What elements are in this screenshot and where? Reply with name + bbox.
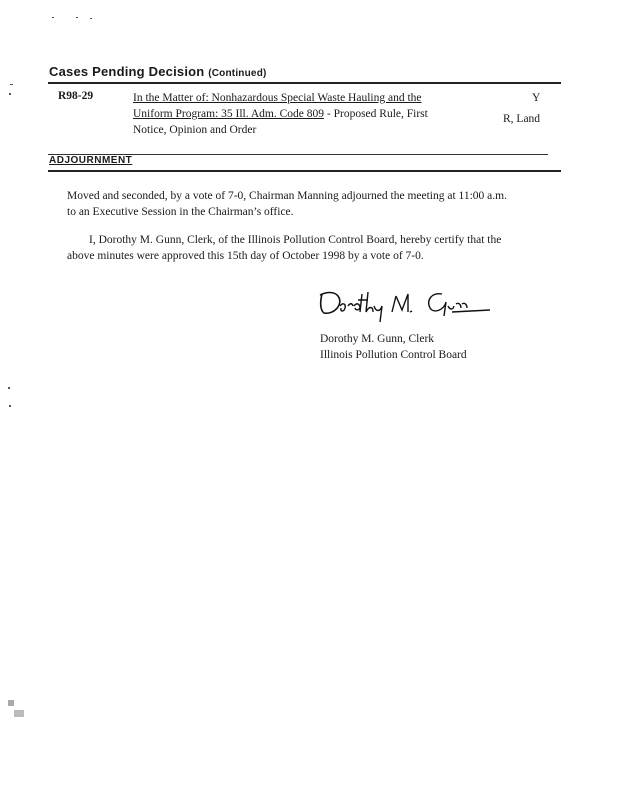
scan-speck: [52, 17, 54, 18]
section-title-cases-pending: [49, 64, 267, 79]
scan-speck: [14, 710, 24, 717]
case-title-line1: In the Matter of: Nonhazardous Special Waste Hauling and the: [133, 92, 422, 104]
section-title-word: Cases: [49, 64, 89, 79]
scan-speck: [8, 700, 14, 706]
case-category: R, Land: [503, 113, 541, 125]
adjournment-line: to an Executive Session in the Chairman’s office.: [67, 206, 294, 218]
case-vote: Y: [532, 92, 541, 104]
case-number: R98-29: [58, 90, 94, 102]
section-title-word: Pending: [92, 64, 145, 79]
signatory-organization: Illinois Pollution Control Board: [320, 349, 467, 361]
section-rule-adjournment: [48, 170, 561, 172]
certification-paragraph: [67, 232, 557, 264]
scan-speck: [9, 405, 11, 407]
signature-block: [320, 331, 467, 363]
section-title-qualifier: (Continued): [208, 68, 267, 79]
scan-speck: [8, 387, 10, 389]
signatory-name: Dorothy M. Gunn, Clerk: [320, 333, 435, 345]
adjournment-line: Moved and seconded, by a vote of 7-0, Chairman Manning adjourned the meeting at 11:00 a.m.: [67, 190, 507, 202]
section-title-adjournment: [49, 155, 132, 166]
case-title: [133, 90, 478, 138]
case-title-line2-rest: - Proposed Rule, First: [324, 108, 428, 120]
scan-speck: [76, 17, 78, 18]
section-title-word: Decision: [148, 64, 205, 79]
certification-line: above minutes were approved this 15th day of October 1998 by a vote of 7-0.: [67, 250, 424, 262]
scan-speck: [9, 93, 11, 95]
handwritten-signature: [312, 282, 492, 322]
case-title-line2: [133, 106, 478, 122]
section-rule-top: [48, 82, 561, 84]
certification-line: I, Dorothy M. Gunn, Clerk, of the Illinois Pollution Control Board, hereby certify that the: [89, 234, 502, 246]
adjournment-title: ADJOURNMENT: [49, 155, 133, 166]
scan-speck: [10, 84, 13, 85]
scan-speck: [90, 18, 92, 19]
case-title-line3: Notice, Opinion and Order: [133, 124, 257, 136]
adjournment-paragraph: [67, 188, 557, 220]
case-title-line2-citation: Uniform Program: 35 Ill. Adm. Code 809: [133, 108, 325, 120]
